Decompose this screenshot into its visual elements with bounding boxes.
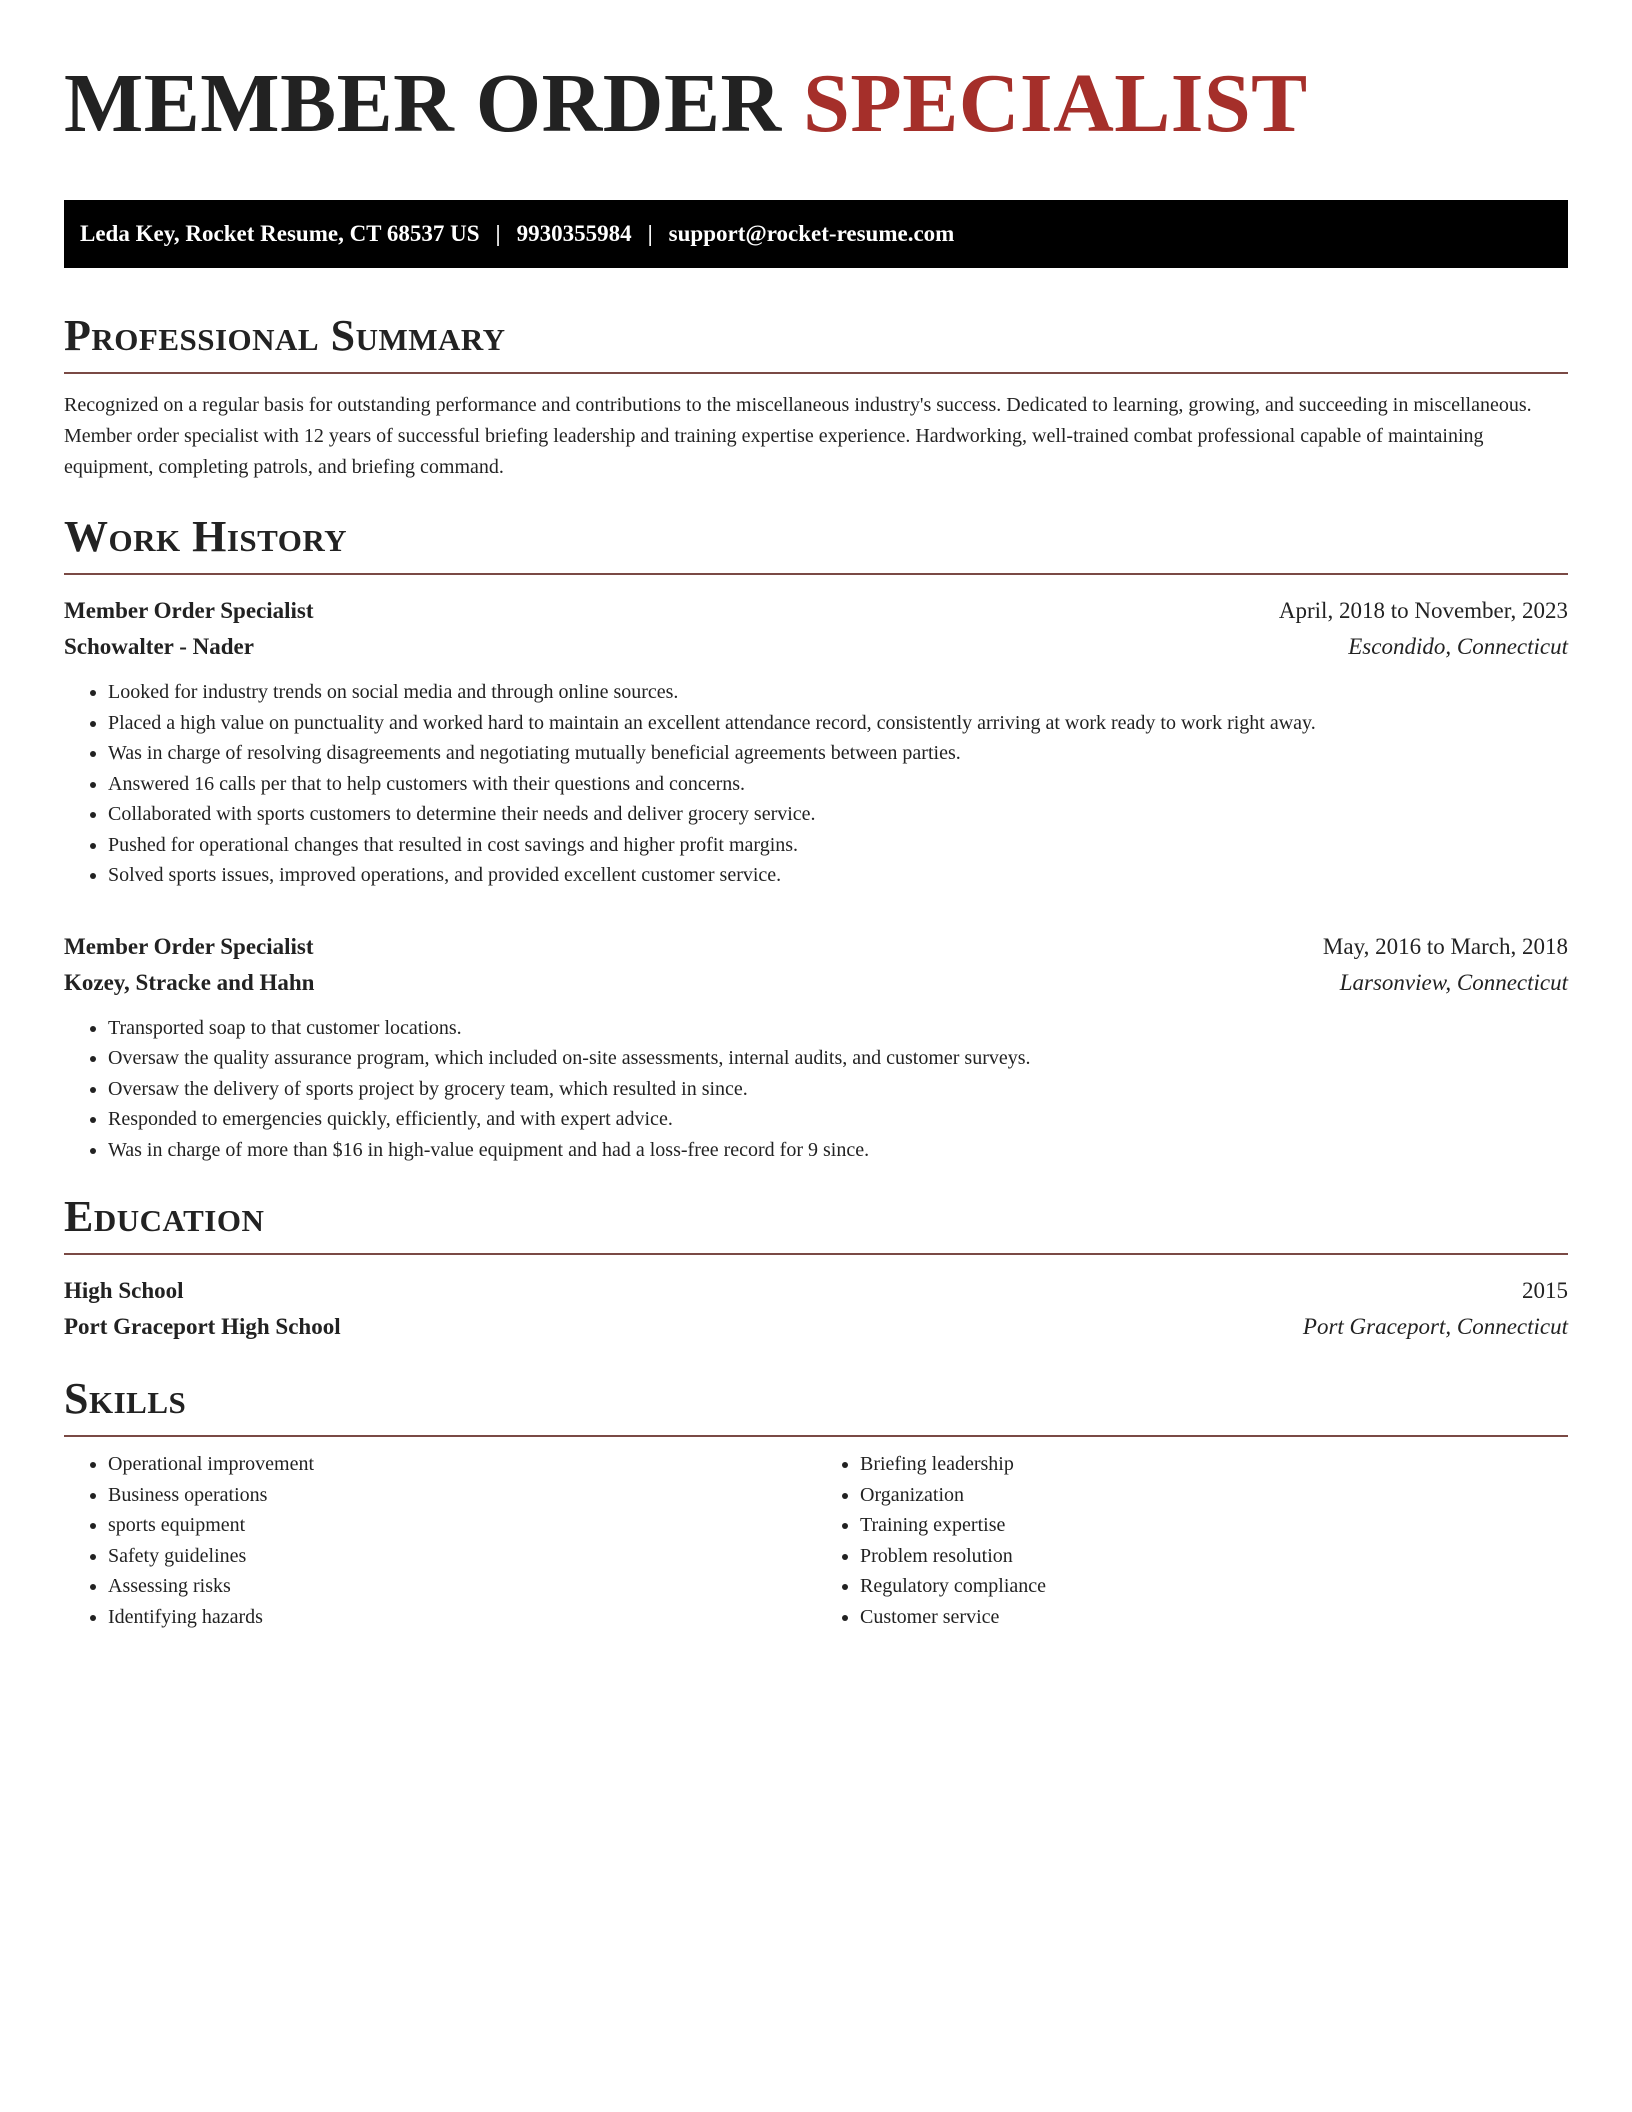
- list-item: • Problem resolution: [860, 1541, 1568, 1572]
- list-item: • Training expertise: [860, 1510, 1568, 1541]
- list-item: • Collaborated with sports customers to determine their needs and deliver grocery service.: [108, 799, 1568, 830]
- summary-heading: Professional Summary: [64, 311, 506, 360]
- job-title: Member Order Specialist: [64, 598, 314, 623]
- skills-heading: Skills: [64, 1374, 187, 1423]
- job-company: Kozey, Stracke and Hahn: [64, 969, 315, 995]
- list-item: • Regulatory compliance: [860, 1571, 1568, 1602]
- list-item: • Placed a high value on punctuality and worked hard to maintain an excellent attendance record, consistently arriving at work ready to work right away.: [108, 708, 1568, 739]
- title-main: MEMBER ORDER: [64, 57, 782, 150]
- education-year: 2015: [1522, 1278, 1568, 1303]
- list-item: • Looked for industry trends on social media and through online sources.: [108, 677, 1568, 708]
- list-item: • Assessing risks: [108, 1571, 816, 1602]
- education-section: [64, 1191, 1568, 1345]
- contact-phone: 9930355984: [516, 221, 632, 246]
- job-title: Member Order Specialist: [64, 933, 314, 959]
- education-entry: [64, 1273, 1568, 1345]
- education-heading: Education: [64, 1192, 265, 1241]
- section-divider: [64, 573, 1568, 575]
- list-item: • Safety guidelines: [108, 1541, 816, 1572]
- job-entry: [64, 929, 1568, 1166]
- work-history-section: [64, 511, 1568, 1165]
- job-bullets: [64, 677, 1568, 891]
- summary-text: Recognized on a regular basis for outstanding performance and contributions to the miscellaneous industry's success. Dedicated to learning, growing, and succeeding in miscellaneous. Member order specialist with 12 years of successful briefing leadership and training expertise experience. Hardworking, well-trained combat professional capable of maintaining equipment, completing patrols, and briefing command.: [64, 394, 1532, 478]
- list-item: • Oversaw the delivery of sports project by grocery team, which resulted in since.: [108, 1074, 1568, 1105]
- education-location: Port Graceport, Connecticut: [1302, 1314, 1568, 1339]
- list-item: • Oversaw the quality assurance program, which included on-site assessments, internal audits, and customer surveys.: [108, 1043, 1568, 1074]
- list-item: • sports equipment: [108, 1510, 816, 1541]
- summary-section: [64, 310, 1568, 483]
- list-item: • Customer service: [860, 1602, 1568, 1633]
- education-degree: High School: [64, 1278, 184, 1303]
- skills-list-right: [816, 1449, 1568, 1632]
- job-dates: May, 2016 to March, 2018: [1322, 933, 1568, 959]
- list-item: • Transported soap to that customer locations.: [108, 1013, 1568, 1044]
- job-location: Larsonview, Connecticut: [1339, 969, 1568, 995]
- education-school: Port Graceport High School: [64, 1314, 341, 1339]
- contact-address: Leda Key, Rocket Resume, CT 68537 US: [80, 221, 480, 246]
- work-history-heading: Work History: [64, 512, 348, 561]
- job-company: Schowalter - Nader: [64, 634, 254, 659]
- list-item: • Briefing leadership: [860, 1449, 1568, 1480]
- section-divider: [64, 1253, 1568, 1255]
- list-item: • Solved sports issues, improved operations, and provided excellent customer service.: [108, 860, 1568, 891]
- list-item: • Business operations: [108, 1480, 816, 1511]
- job-bullets: [64, 1013, 1568, 1166]
- section-divider: [64, 1435, 1568, 1437]
- page-title: [64, 58, 1568, 150]
- contact-separator: |: [647, 221, 653, 246]
- skills-section: [64, 1373, 1568, 1632]
- contact-separator: |: [495, 221, 501, 246]
- job-dates: April, 2018 to November, 2023: [1278, 598, 1568, 623]
- list-item: • Identifying hazards: [108, 1602, 816, 1633]
- list-item: • Answered 16 calls per that to help customers with their questions and concerns.: [108, 769, 1568, 800]
- list-item: • Pushed for operational changes that resulted in cost savings and higher profit margins.: [108, 830, 1568, 861]
- contact-bar: [64, 200, 1568, 268]
- list-item: • Was in charge of resolving disagreements and negotiating mutually beneficial agreements between parties.: [108, 738, 1568, 769]
- skills-columns: [64, 1449, 1568, 1632]
- job-location: Escondido, Connecticut: [1348, 634, 1568, 659]
- skills-list-left: [64, 1449, 816, 1632]
- list-item: • Was in charge of more than $16 in high-value equipment and had a loss-free record for 9 since.: [108, 1135, 1568, 1166]
- job-entry: [64, 593, 1568, 891]
- section-divider: [64, 372, 1568, 374]
- contact-email: support@rocket-resume.com: [668, 221, 955, 246]
- list-item: • Organization: [860, 1480, 1568, 1511]
- list-item: • Responded to emergencies quickly, efficiently, and with expert advice.: [108, 1104, 1568, 1135]
- title-accent: SPECIALIST: [803, 57, 1308, 150]
- list-item: • Operational improvement: [108, 1449, 816, 1480]
